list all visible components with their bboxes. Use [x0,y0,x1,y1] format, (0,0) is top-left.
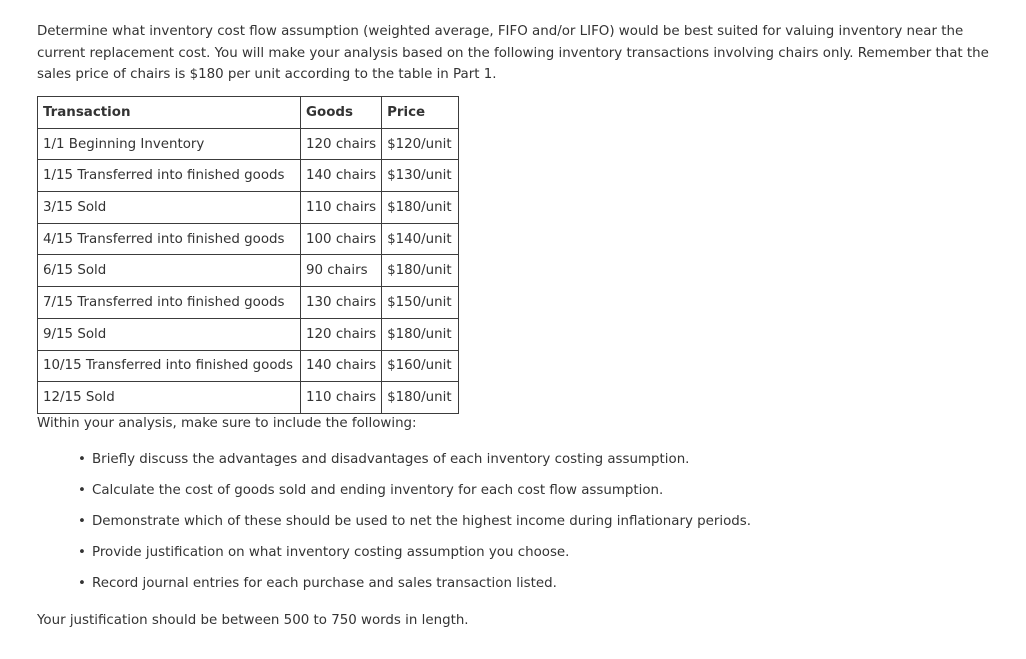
table-row [38,128,459,160]
table-header-row [38,97,459,129]
requirements-list [78,449,752,604]
column-header-price: Price [382,97,459,129]
price-cell: $120/unit [382,128,459,160]
price-cell: $150/unit [382,287,459,319]
requirements-intro: Within your analysis, make sure to include the following: [37,416,417,431]
list-item [78,449,751,480]
table-row [38,287,459,319]
goods-cell: 110 chairs [301,382,382,414]
goods-cell: 120 chairs [301,128,382,160]
inventory-transactions-table [37,96,459,414]
column-header-transaction: Transaction [38,97,301,129]
goods-cell: 90 chairs [301,255,382,287]
bullet-icon: • [78,545,86,560]
list-item-text: Provide justification on what inventory costing assumption you choose. [92,545,570,560]
goods-cell: 110 chairs [301,192,382,224]
table-row [38,382,459,414]
transaction-cell: 12/15 Sold [38,382,301,414]
goods-cell: 130 chairs [301,287,382,319]
table-row [38,255,459,287]
list-item-text: Demonstrate which of these should be used to net the highest income during inflationary periods. [92,514,752,529]
list-item [78,573,751,604]
price-cell: $160/unit [382,350,459,382]
transaction-cell: 6/15 Sold [38,255,301,287]
bullet-icon: • [78,483,86,498]
transaction-cell: 10/15 Transferred into finished goods [38,350,301,382]
transaction-cell: 7/15 Transferred into finished goods [38,287,301,319]
goods-cell: 140 chairs [301,160,382,192]
bullet-icon: • [78,576,86,591]
list-item [78,480,751,511]
list-item [78,542,751,573]
price-cell: $130/unit [382,160,459,192]
table-row [38,192,459,224]
transaction-cell: 1/15 Transferred into finished goods [38,160,301,192]
goods-cell: 100 chairs [301,223,382,255]
list-item-text: Calculate the cost of goods sold and ending inventory for each cost flow assumption. [92,483,664,498]
list-item-text: Briefly discuss the advantages and disadvantages of each inventory costing assumption. [92,452,690,467]
table-row [38,350,459,382]
transaction-cell: 3/15 Sold [38,192,301,224]
bullet-icon: • [78,514,86,529]
instructions-paragraph: Determine what inventory cost flow assumption (weighted average, FIFO and/or LIFO) would be best suited for valuing inventory near the current replacement cost. You will make your analysis based on the following inventory transactions involving chairs only. Remember that the sales price of chairs is $180 per unit according to the table in Part 1. [37,24,989,82]
table-row [38,318,459,350]
price-cell: $180/unit [382,382,459,414]
column-header-goods: Goods [301,97,382,129]
list-item-text: Record journal entries for each purchase and sales transaction listed. [92,576,557,591]
transaction-cell: 4/15 Transferred into finished goods [38,223,301,255]
table-row [38,160,459,192]
table-row [38,223,459,255]
price-cell: $180/unit [382,192,459,224]
bullet-icon: • [78,452,86,467]
goods-cell: 140 chairs [301,350,382,382]
price-cell: $180/unit [382,255,459,287]
transaction-cell: 1/1 Beginning Inventory [38,128,301,160]
word-count-note: Your justification should be between 500 to 750 words in length. [37,613,469,628]
list-item [78,511,752,542]
goods-cell: 120 chairs [301,318,382,350]
price-cell: $180/unit [382,318,459,350]
price-cell: $140/unit [382,223,459,255]
transaction-cell: 9/15 Sold [38,318,301,350]
